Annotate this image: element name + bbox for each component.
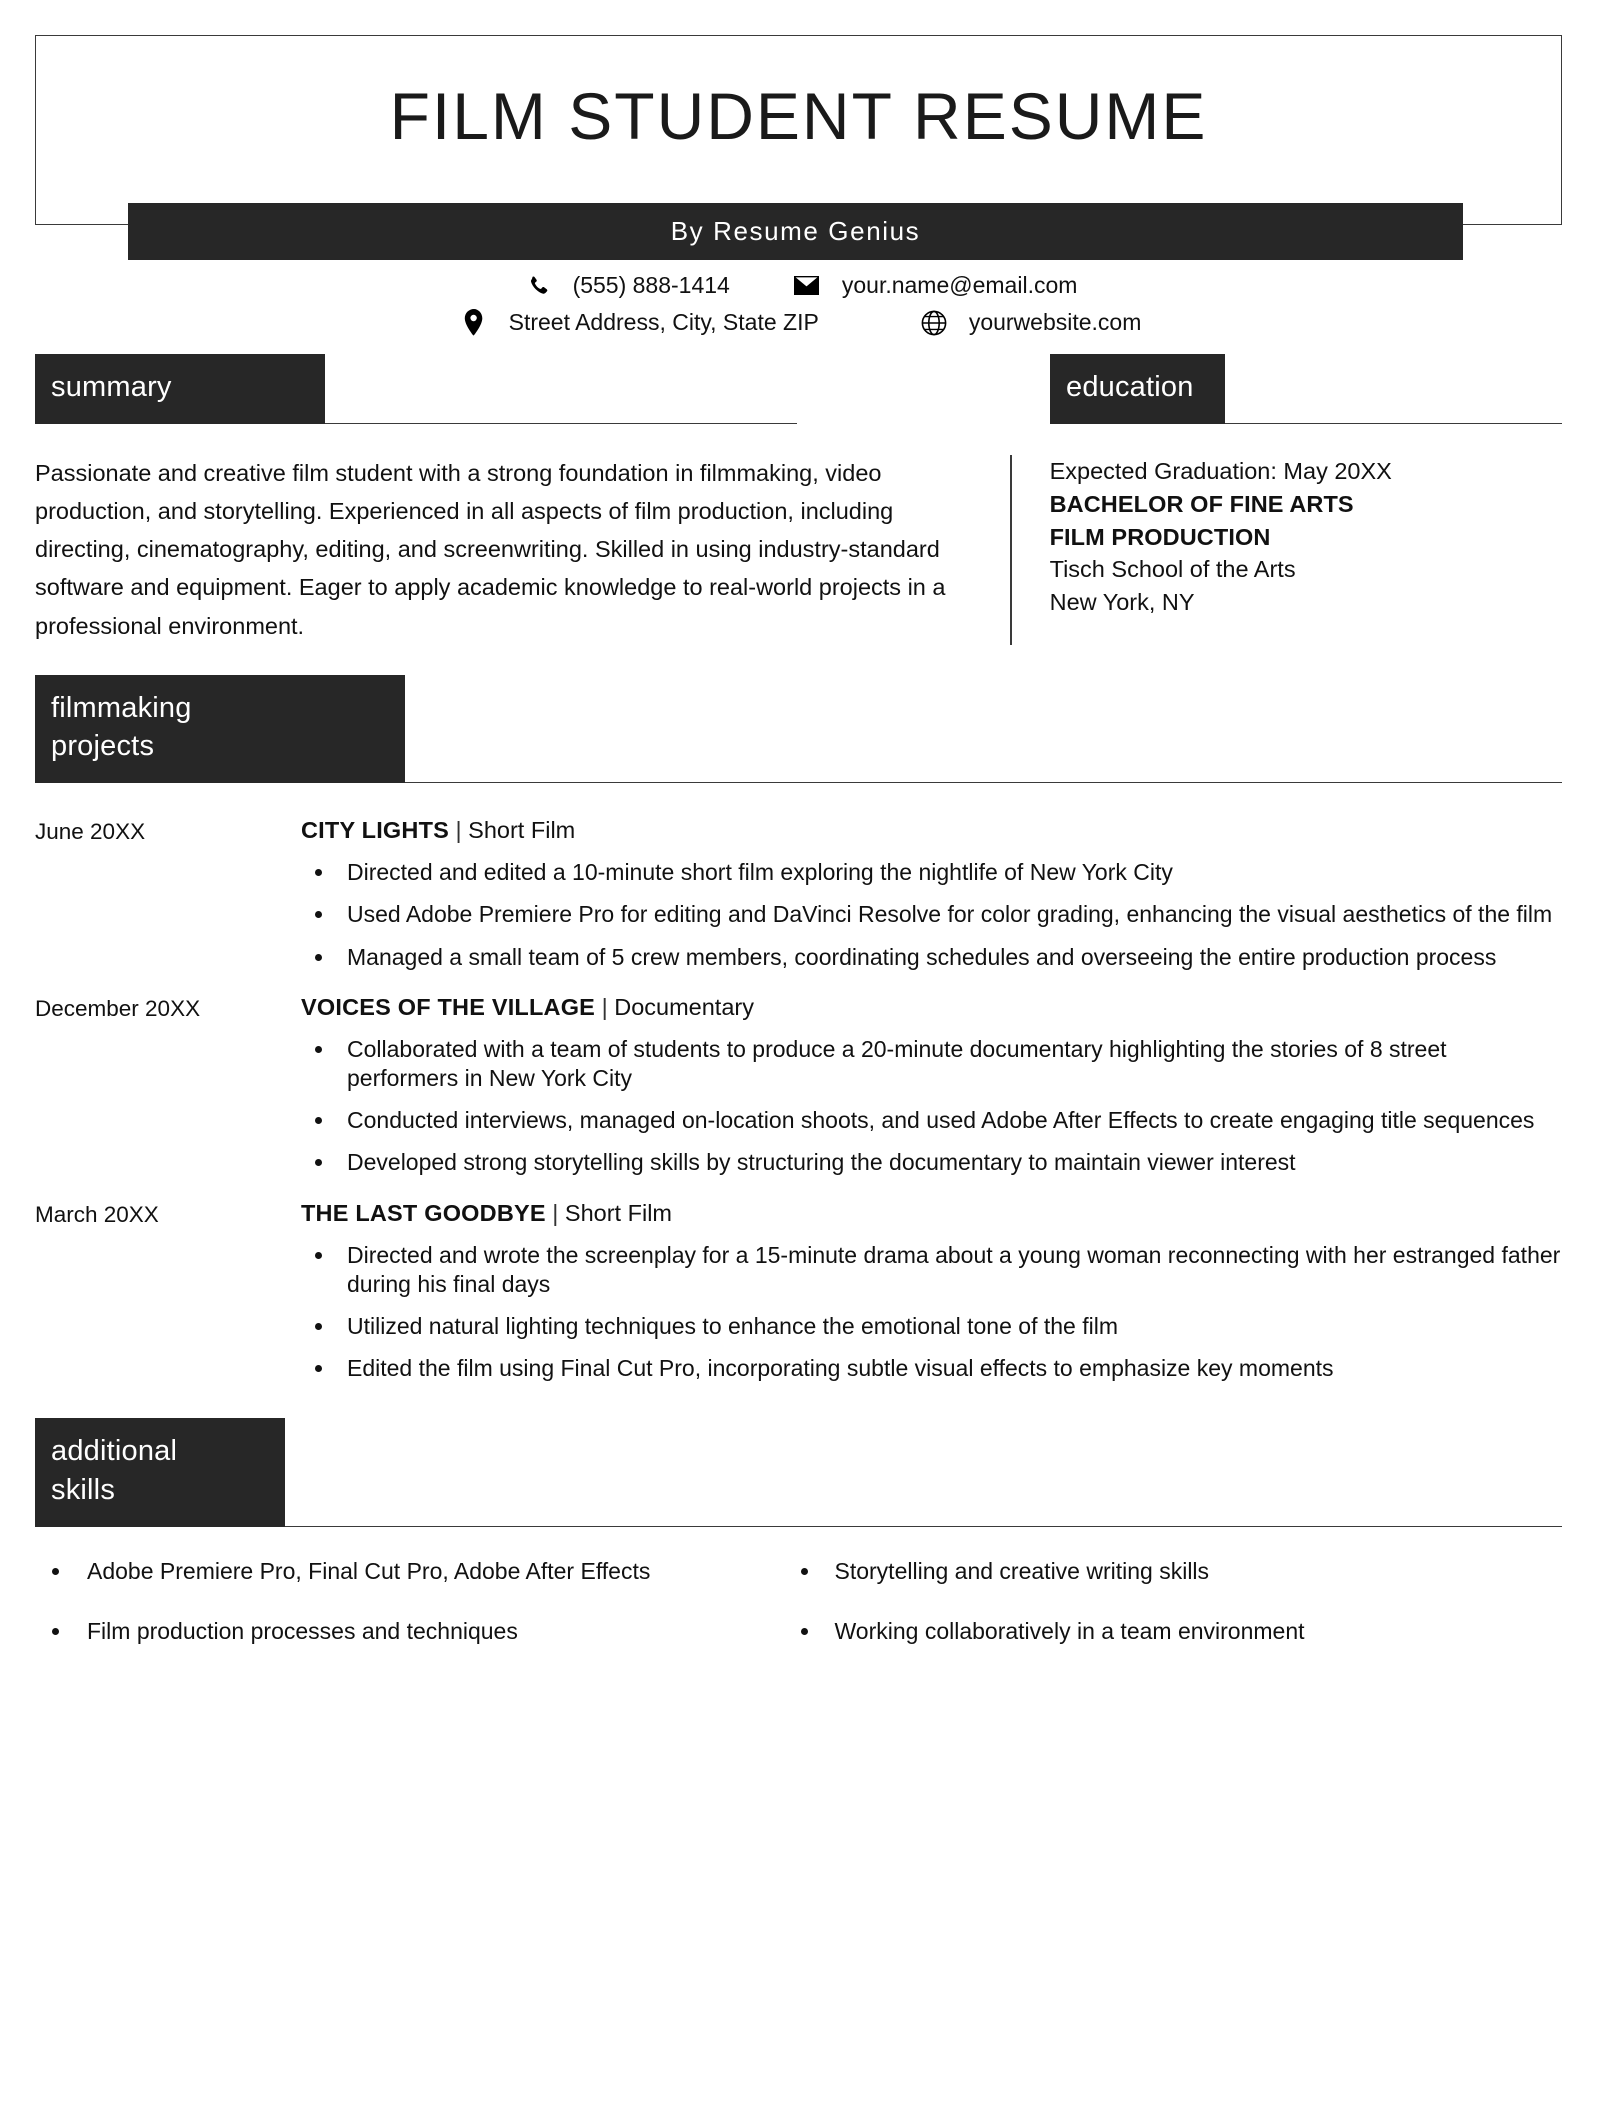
project-separator: | xyxy=(455,817,462,844)
skill-item: Working collaboratively in a team environment xyxy=(799,1617,1563,1647)
skills-heading-row xyxy=(35,1418,1562,1527)
project-bullet: Managed a small team of 5 crew members, coordinating schedules and overseeing the entire production process xyxy=(301,943,1562,972)
project-separator: | xyxy=(601,993,608,1020)
skills-column-left xyxy=(35,1557,799,1677)
education-degree: BACHELOR OF FINE ARTS xyxy=(1049,490,1354,517)
education-heading-label: education xyxy=(1066,371,1194,403)
project-date: December 20XX xyxy=(35,995,201,1021)
project-date: June 20XX xyxy=(35,819,146,845)
project-bullet: Collaborated with a team of students to produce a 20-minute documentary highlighting the stories of 8 street performers in New York City xyxy=(301,1035,1562,1093)
skills-column-right xyxy=(799,1557,1563,1677)
education-school: Tisch School of the Arts xyxy=(1049,556,1296,583)
summary-text: Passionate and creative film student with a strong foundation in filmmaking, video production, and storytelling. Experienced in all aspects of film production, including directing, cinematography, editing, and screenwriting. Skilled in using industry-standard software and equipment. Eager to apply academic knowledge to real-world projects in a professional environment. xyxy=(35,460,946,639)
project-bullet: Utilized natural lighting techniques to enhance the emotional tone of the film xyxy=(301,1312,1562,1341)
education-details xyxy=(1050,455,1392,644)
project-main xyxy=(301,817,1562,972)
project-entry xyxy=(35,1200,1562,1384)
summary-heading-tab xyxy=(35,354,325,424)
project-date: March 20XX xyxy=(35,1201,159,1227)
project-kind: Documentary xyxy=(614,993,754,1020)
project-bullet: Directed and edited a 10-minute short film exploring the nightlife of New York City xyxy=(301,858,1562,887)
skills-heading-label-line1: additional xyxy=(51,1435,178,1468)
education-heading-row xyxy=(1050,354,1562,424)
contact-address-value: Street Address, City, State ZIP xyxy=(508,309,819,335)
skills-heading-tab xyxy=(35,1418,285,1527)
education-vertical-divider xyxy=(1010,455,1012,644)
education-body-wrap xyxy=(1010,455,1562,644)
contact-block xyxy=(0,272,1600,336)
project-name: THE LAST GOODBYE xyxy=(301,1199,546,1226)
project-bullet: Developed strong storytelling skills by structuring the documentary to maintain viewer interest xyxy=(301,1148,1562,1177)
page-title: FILM STUDENT RESUME xyxy=(389,79,1208,153)
project-name: VOICES OF THE VILLAGE xyxy=(301,993,596,1020)
project-main xyxy=(301,994,1562,1178)
project-kind: Short Film xyxy=(468,817,576,844)
education-location: New York, NY xyxy=(1049,588,1195,615)
projects-heading-label-line1: filmmaking xyxy=(51,691,192,724)
project-bullets xyxy=(301,858,1562,972)
education-heading-rule xyxy=(1225,423,1562,424)
education-heading-tab xyxy=(1050,354,1225,424)
skills-grid xyxy=(35,1557,1562,1677)
project-entry xyxy=(35,994,1562,1178)
contact-email-value: your.name@email.com xyxy=(841,272,1078,298)
contact-address[interactable] xyxy=(459,309,819,336)
project-name: CITY LIGHTS xyxy=(301,817,449,844)
location-pin-icon xyxy=(459,310,489,336)
projects-section xyxy=(35,675,1562,1384)
envelope-icon xyxy=(792,273,822,299)
project-title xyxy=(301,994,1562,1021)
summary-education-row xyxy=(35,354,1562,645)
project-separator: | xyxy=(552,1199,559,1226)
byline-bar xyxy=(128,203,1463,260)
projects-heading-tab xyxy=(35,675,405,784)
skill-item: Storytelling and creative writing skills xyxy=(799,1557,1563,1587)
education-major: FILM PRODUCTION xyxy=(1049,523,1271,550)
phone-icon xyxy=(523,273,553,299)
project-bullet: Edited the film using Final Cut Pro, incorporating subtle visual effects to emphasize key moments xyxy=(301,1354,1562,1383)
project-kind: Short Film xyxy=(564,1199,672,1226)
contact-phone[interactable] xyxy=(523,272,730,299)
contact-email[interactable] xyxy=(792,272,1078,299)
project-bullets xyxy=(301,1241,1562,1384)
contact-row-2 xyxy=(35,309,1565,336)
skill-item: Adobe Premiere Pro, Final Cut Pro, Adobe After Effects xyxy=(35,1557,799,1587)
project-bullets xyxy=(301,1035,1562,1178)
summary-heading-label: summary xyxy=(51,371,172,403)
skill-item: Film production processes and techniques xyxy=(35,1617,799,1647)
education-graduation: Expected Graduation: May 20XX xyxy=(1049,458,1392,485)
projects-heading-row xyxy=(35,675,1562,784)
resume-page xyxy=(0,35,1600,2106)
resume-header xyxy=(35,35,1562,246)
project-bullet: Used Adobe Premiere Pro for editing and DaVinci Resolve for color grading, enhancing the visual aesthetics of the film xyxy=(301,900,1562,929)
project-title xyxy=(301,1200,1562,1227)
summary-heading-row xyxy=(35,354,1010,424)
summary-heading-rule xyxy=(325,423,797,424)
contact-website-value: yourwebsite.com xyxy=(968,309,1142,335)
project-bullet: Directed and wrote the screenplay for a 15-minute drama about a young woman reconnecting with her estranged father during his final days xyxy=(301,1241,1562,1299)
globe-icon xyxy=(919,310,949,336)
projects-heading-rule xyxy=(405,782,1562,783)
projects-heading-label-line2: projects xyxy=(51,729,155,762)
contact-row-1 xyxy=(35,272,1565,299)
project-main xyxy=(301,1200,1562,1384)
project-entry xyxy=(35,817,1562,972)
byline-text: By Resume Genius xyxy=(670,216,921,246)
project-bullet: Conducted interviews, managed on-location shoots, and used Adobe After Effects to create engaging title sequences xyxy=(301,1106,1562,1135)
skills-heading-rule xyxy=(285,1526,1562,1527)
contact-phone-value: (555) 888-1414 xyxy=(572,272,730,298)
education-section xyxy=(1010,354,1562,645)
contact-website[interactable] xyxy=(919,309,1142,336)
skills-heading-label-line2: skills xyxy=(51,1473,116,1506)
project-title xyxy=(301,817,1562,844)
skills-section xyxy=(35,1418,1562,1676)
summary-section xyxy=(35,354,1010,645)
